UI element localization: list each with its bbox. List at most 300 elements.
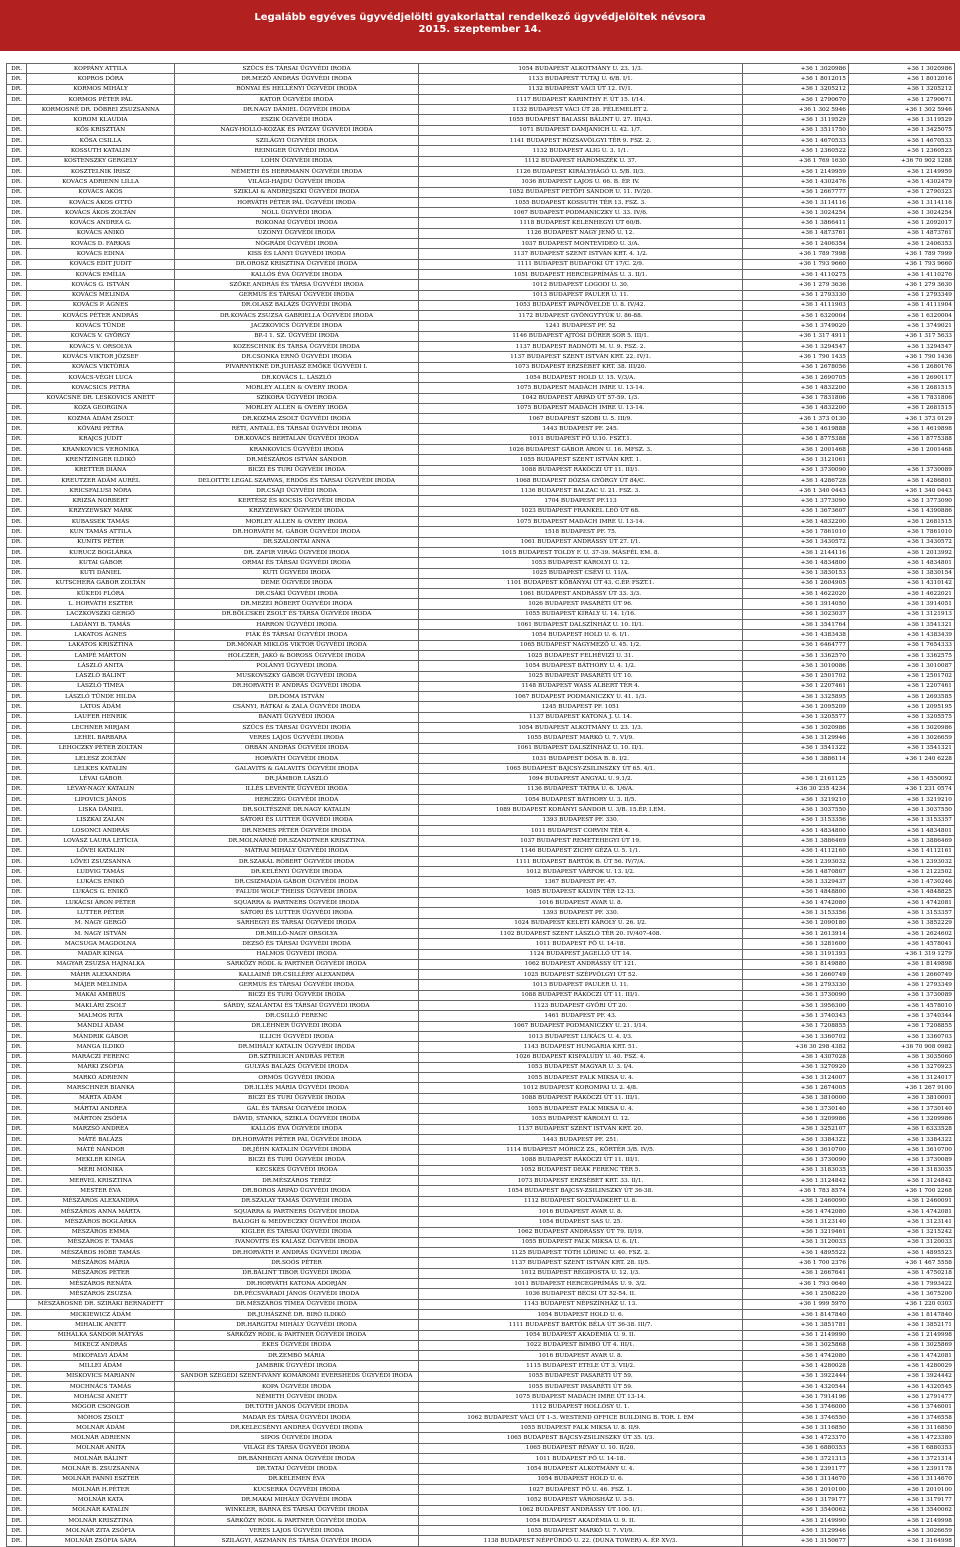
address-cell: 1062 BUDAPEST ANDRÁSSY ÚT 79. II/19. [419,1227,743,1237]
name-cell: MIHÁLKA SÁNDOR MÁTYÁS [27,1330,175,1340]
title-cell: DR. [7,383,27,393]
fax-cell: +36 1 2791477 [849,1392,955,1402]
table-row [7,64,955,74]
phone-cell: +36 1 3541322 [743,743,849,753]
phone-cell: +36 1 3123140 [743,1217,849,1227]
address-cell: 1053 BUDAPEST KÁROLYI U. 12. [419,1114,743,1124]
title-cell: DR. [7,1495,27,1505]
firm-cell: FIÁK ÉS TÁRSAI ÜGYVÉDI IRODA [175,630,419,640]
fax-cell: +36 1 3124842 [849,1176,955,1186]
title-cell: DR. [7,1021,27,1031]
firm-cell: DR.TATAI ÜGYVÉDI IRODA [175,1464,419,1474]
fax-cell: +36 1 8147840 [849,1309,955,1319]
table-row [7,764,955,774]
name-cell: MOLNÁR BÁLINT [27,1454,175,1464]
table-row [7,1340,955,1350]
name-cell: MOLNÁR KRISZTINA [27,1515,175,1525]
firm-cell: SQUARRA & PARTNERS ÜGYVÉDI IRODA [175,1206,419,1216]
table-row [7,125,955,135]
name-cell: KOVÁCS D. FARKAS [27,239,175,249]
address-cell: 1068 BUDAPEST DÓZSA GYÖRGY ÚT 84/C. [419,475,743,485]
phone-cell: +36 1 793 9660 [743,259,849,269]
table-row [7,434,955,444]
fax-cell: +36 1 3541321 [849,620,955,630]
firm-cell: DR.KOVÁCS L. LÁSZLÓ [175,372,419,382]
table-row [7,836,955,846]
name-cell: LŐVEI ZSUZSANNA [27,856,175,866]
address-cell: 1126 BUDAPEST KIRÁLYHÁGÓ U. 5/B. II/3. [419,166,743,176]
name-cell: KREUTZER ÁDÁM AURÉL [27,475,175,485]
name-cell: LŐVEI KATALIN [27,846,175,856]
address-cell: 1054 BUDAPEST ALKOTMÁNY U. 23. 1/3. [419,64,743,74]
phone-cell: +36 1 3730090 [743,1155,849,1165]
table-row [7,1217,955,1227]
table-row [7,1392,955,1402]
fax-cell: +36 1 4280029 [849,1361,955,1371]
table-row [7,1134,955,1144]
phone-cell: +36 1 2393032 [743,856,849,866]
firm-cell: KALLÓS ÉVA ÜGYVÉDI IRODA [175,1124,419,1134]
fax-cell: +36 1 2095195 [849,702,955,712]
firm-cell: NÉMETH ÉS HERRMANN ÜGYVÉDI IRODA [175,166,419,176]
name-cell: KOVÁCS ÁKOS OTTÓ [27,197,175,207]
title-cell: DR. [7,846,27,856]
phone-cell: +36 1 4383438 [743,630,849,640]
firm-cell: DR.LÉHNER ÜGYVÉDI IRODA [175,1021,419,1031]
table-row [7,630,955,640]
name-cell: LADÁNYI B. TAMÁS [27,620,175,630]
firm-cell: NAGY-HOLLÓ-KOZÁK ÉS PÁTZAY ÜGYVÉDI IRODA [175,125,419,135]
firm-cell: KIGLER ÉS TÁRSAI ÜGYVÉDI IRODA [175,1227,419,1237]
firm-cell: DR.BÁNHEGYI ANNA ÜGYVÉDI IRODA [175,1454,419,1464]
title-cell: DR. [7,1474,27,1484]
address-cell: 1012 BUDAPEST VÁRFOK U. 13. I/2. [419,867,743,877]
table-row [7,372,955,382]
name-cell: KOVÁCS-VÉGH LUCA [27,372,175,382]
title-cell: DR. [7,805,27,815]
table-row [7,352,955,362]
address-cell: 1036 BUDAPEST LAJOS U. 66. B. ÉP. IV. [419,177,743,187]
firm-cell: DR.MIHÁLY KATALIN ÜGYVÉDI IRODA [175,1042,419,1052]
phone-cell: +36 1 4619888 [743,424,849,434]
firm-cell: POLÁNYI ÜGYVÉDI IRODA [175,661,419,671]
table-row [7,1412,955,1422]
table-row [7,702,955,712]
name-cell: MIHALIK ANETT [27,1320,175,1330]
address-cell: 1054 BUDAPEST AKADÉMIA U. 9. II. [419,1515,743,1525]
table-row [7,486,955,496]
table-row [7,1176,955,1186]
firm-cell: ORBÁN ANDRÁS ÜGYVÉDI IRODA [175,743,419,753]
phone-cell: +36 1 2001468 [743,444,849,454]
phone-cell: +36 1 2508220 [743,1289,849,1299]
fax-cell: +36 1 4742081 [849,898,955,908]
name-cell: KUN TAMÁS ATTILA [27,527,175,537]
title-cell: DR. [7,1484,27,1494]
firm-cell: DR.HORVÁTH PÉTER PÁL ÜGYVÉDI IRODA [175,1134,419,1144]
fax-cell: +36 1 3721314 [849,1454,955,1464]
firm-cell: SÁRDY, SZALÁNTAI ÉS TÁRSAI ÜGYVÉDI IRODA [175,1001,419,1011]
firm-cell: SÁRHEGYI ÉS TÁRSAI ÜGYVÉDI IRODA [175,918,419,928]
phone-cell: +36 1 2793330 [743,290,849,300]
firm-cell: SIPOS ÜGYVÉDI IRODA [175,1433,419,1443]
name-cell: MÉSZÁROS PÉTER [27,1268,175,1278]
table-row [7,321,955,331]
table-row [7,877,955,887]
firm-cell: SZŰCS ÉS TÁRSAI ÜGYVÉDI IRODA [175,64,419,74]
table-row [7,74,955,84]
fax-cell: +36 1 2680176 [849,362,955,372]
name-cell: MÉSZÁROS BOGLÁRKA [27,1217,175,1227]
phone-cell: +36 1 3179177 [743,1495,849,1505]
name-cell: LÁSZLÓ TÜNDE HILDA [27,692,175,702]
title-cell: DR. [7,1268,27,1278]
phone-cell: +36 1 4112160 [743,846,849,856]
firm-cell: DR.MEZEI RÓBERT ÜGYVÉDI IRODA [175,599,419,609]
address-cell: 1023 BUDAPEST FRANKEL LEÓ ÚT 68. [419,506,743,516]
title-cell: DR. [7,681,27,691]
address-cell: 1136 BUDAPEST TÁTRA U. 6. 1/6/A. [419,784,743,794]
firm-cell: DR.BÖLCSKEI ZSOLT ÉS TÁRSA ÜGYVÉDI IRODA [175,609,419,619]
title-cell: DR. [7,444,27,454]
firm-cell: HORVÁTH PÉTER PÁL ÜGYVÉDI IRODA [175,197,419,207]
table-row [7,1474,955,1484]
title-cell: DR. [7,1042,27,1052]
phone-cell: +36 1 3191393 [743,949,849,959]
name-cell: MIKOFALVI ÁDÁM [27,1351,175,1361]
address-cell: 1067 BUDAPEST PODMANICZKY U. 41. 1/3. [419,692,743,702]
address-cell: 1143 BUDAPEST NÉPSZÍNHÁZ U. 13. [419,1299,743,1309]
firm-cell: HARRON ÜGYVÉDI IRODA [175,620,419,630]
table-body [7,64,955,1547]
fax-cell: +36 1 3164998 [849,1536,955,1546]
table-row [7,517,955,527]
firm-cell: VILÁGI ÉS TÁRSA ÜGYVÉDI IRODA [175,1443,419,1453]
name-cell: MARSCHNER BIANKA [27,1083,175,1093]
table-row [7,846,955,856]
table-row [7,898,955,908]
name-cell: MÉSZÁROS F. TAMÁS [27,1237,175,1247]
title-cell: DR. [7,1382,27,1392]
fax-cell: +36 1 319 1279 [849,949,955,959]
table-row [7,105,955,115]
address-cell: 1054 BUDAPEST ALKOTMÁNY U. 23. 1/3. [419,723,743,733]
table-row [7,825,955,835]
fax-cell: +36 1 317 5633 [849,331,955,341]
address-cell: 1061 BUDAPEST DALSZÍNHÁZ U. 10. II/1. [419,620,743,630]
name-cell: MÉSZÁROSNÉ DR. SZIRÁKI BERNADETT [27,1299,175,1309]
fax-cell: +36 1 2693585 [849,692,955,702]
name-cell: MILLEI ÁDÁM [27,1361,175,1371]
fax-cell: +36 1 3123141 [849,1217,955,1227]
fax-cell: +36 1 7208855 [849,1021,955,1031]
name-cell: KURUCZ BOGLÁRKA [27,547,175,557]
name-cell: LUDVIG TAMÁS [27,867,175,877]
title-cell: DR. [7,475,27,485]
firm-cell: PIVARNYIKNÉ DR.JUHÁSZ EMŐKE ÜGYVÉDI I. [175,362,419,372]
table-row [7,774,955,784]
firm-cell: DR. ZAFIR VIRÁG ÜGYVÉDI IRODA [175,547,419,557]
table-row [7,1299,955,1309]
title-cell: DR. [7,856,27,866]
phone-cell: +36 1 3730090 [743,990,849,1000]
fax-cell: +36 1 2122502 [849,867,955,877]
name-cell: KOPPÁNY ATTILA [27,64,175,74]
table-row [7,589,955,599]
firm-cell: ILLICH ÜGYVÉDI IRODA [175,1031,419,1041]
address-cell: 1022 BUDAPEST BIMBÓ ÚT 4. III/1. [419,1340,743,1350]
address-cell: 1132 BUDAPEST VÁCI ÚT 12. IV/1. [419,84,743,94]
fax-cell: +36 1 700 2268 [849,1186,955,1196]
table-row [7,1279,955,1289]
phone-cell: +36 1 3730140 [743,1103,849,1113]
firm-cell: NÉMETH ÜGYVÉDI IRODA [175,1392,419,1402]
phone-cell: +36 1 373 0130 [743,414,849,424]
title-cell: DR. [7,1371,27,1381]
firm-cell: KALLÓS ÉVA ÜGYVÉDI IRODA [175,269,419,279]
address-cell: 1071 BUDAPEST DAMJANICH U. 42. 1/7. [419,125,743,135]
firm-cell: HERCZEG ÜGYVÉDI IRODA [175,795,419,805]
name-cell: MÁTÉ BALÁZS [27,1134,175,1144]
address-cell: 1067 BUDAPEST PODMANICZKY U. 21. I/14. [419,1021,743,1031]
table-row [7,1145,955,1155]
fax-cell: +36 1 8149898 [849,959,955,969]
phone-cell: +36 1 2613914 [743,928,849,938]
address-cell: 1013 BUDAPEST LUKÁCS U. 4. I/3. [419,1031,743,1041]
table-row [7,1114,955,1124]
table-row [7,1382,955,1392]
fax-cell: +36 1 6320004 [849,311,955,321]
fax-cell: +36 1 3209986 [849,1114,955,1124]
name-cell: MOHÁCSI ANETT [27,1392,175,1402]
title-cell: DR. [7,537,27,547]
fax-cell: +36 1 240 6228 [849,753,955,763]
table-row [7,856,955,866]
address-cell: 1025 BUDAPEST CSÉVI U. 11/A. [419,568,743,578]
firm-cell: SÁNDOR SZEGEDI SZENT-IVÁNY KOMÁROMI EVERSHEDS ÜGYVÉDI IRODA [175,1371,419,1381]
firm-cell: MUSKOVSZKY GÁBOR ÜGYVÉDI IRODA [175,671,419,681]
fax-cell: +36 1 7654333 [849,640,955,650]
firm-cell: KALLAINÉ DR.CSILLÉRY ALEXANDRA [175,970,419,980]
title-cell: DR. [7,1248,27,1258]
table-row [7,414,955,424]
fax-cell: +36 1 4112161 [849,846,955,856]
table-row [7,228,955,238]
fax-cell: +36 1 3360703 [849,1031,955,1041]
title-cell: DR. [7,887,27,897]
table-row [7,444,955,454]
phone-cell: +36 1 6320004 [743,311,849,321]
firm-cell: SÁRKÖZY RÓDL & PARTNER ÜGYVÉDI IRODA [175,959,419,969]
firm-cell: BALOGH & MEDVECZKY ÜGYVÉDI IRODA [175,1217,419,1227]
attorney-list-table-container [6,63,954,1547]
firm-cell: DR.BÁLINT TIBOR ÜGYVÉDI IRODA [175,1268,419,1278]
title-cell: DR. [7,1083,27,1093]
title-cell: DR. [7,558,27,568]
table-row [7,300,955,310]
table-row [7,156,955,166]
fax-cell: +36 1 3114670 [849,1474,955,1484]
address-cell: 1055 BUDAPEST PASARÉTI ÚT 59. [419,1382,743,1392]
address-cell: 1012 BUDAPEST RÉGIPOSTA U. 12. I/3. [419,1268,743,1278]
table-row [7,1361,955,1371]
phone-cell: +36 1 302 5946 [743,105,849,115]
title-cell: DR. [7,156,27,166]
address-cell: 1088 BUDAPEST RÁKÓCZI ÚT 11. III/1. [419,990,743,1000]
address-cell: 1026 BUDAPEST GÁBOR ÁRON U. 16. MFSZ. 3. [419,444,743,454]
table-row [7,568,955,578]
table-row [7,1093,955,1103]
document-date: 2015. szeptember 14. [418,24,542,35]
table-row [7,939,955,949]
firm-cell: BICZI ÉS TURI ÜGYVÉDI IRODA [175,990,419,1000]
table-row [7,1423,955,1433]
name-cell: KOVÁCS EDINA [27,249,175,259]
fax-cell: +36 1 793 9660 [849,259,955,269]
phone-cell: +36 1 8012015 [743,74,849,84]
fax-cell: +36 1 8775388 [849,434,955,444]
name-cell: KOVACSICS PETRA [27,383,175,393]
fax-cell: +36 1 4723380 [849,1433,955,1443]
address-cell: 1054 BUDAPEST BÁTHORY U. 3. II/5. [419,795,743,805]
phone-cell: +36 1 8775388 [743,434,849,444]
firm-cell: JAMBRIK ÜGYVÉDI IRODA [175,1361,419,1371]
table-row [7,743,955,753]
phone-cell: +36 1 317 4911 [743,331,849,341]
title-cell: DR. [7,640,27,650]
fax-cell: +36 1 3116850 [849,1423,955,1433]
address-cell: 1052 BUDAPEST PETŐFI SÁNDOR U. 11. IV/20. [419,187,743,197]
table-row [7,681,955,691]
address-cell: 1054 BUDAPEST HOLD U. 6. I/1. [419,630,743,640]
address-cell: 1062 BUDAPEST ANDRÁSSY ÚT 100. I/1. [419,1505,743,1515]
name-cell: MOLNÁR KATALIN [27,1505,175,1515]
firm-cell: KRZYZEWSKY ÜGYVÉDI IRODA [175,506,419,516]
table-row [7,115,955,125]
address-cell: 1013 BUDAPEST PAULER U. 11. [419,290,743,300]
firm-cell: DR.JÁMBOR LÁSZLÓ [175,774,419,784]
address-cell: 1061 BUDAPEST ANDRÁSSY ÚT 27. I/1. [419,537,743,547]
name-cell: KOVÁCS VIKTÓRIA [27,362,175,372]
name-cell: KRZYZEWSKY MÁRK [27,506,175,516]
phone-cell: +36 1 3025868 [743,1340,849,1350]
address-cell: 1085 BUDAPEST KÁLVIN TÉR 12-13. [419,887,743,897]
name-cell: KOVÁCS ÁKOS [27,187,175,197]
phone-cell: +36 1 3325895 [743,692,849,702]
phone-cell: +36 1 8149880 [743,959,849,969]
firm-cell: DR.OLASZ BALÁZS ÜGYVÉDI IRODA [175,300,419,310]
title-cell: DR. [7,465,27,475]
phone-cell: +36 1 3116850 [743,1423,849,1433]
table-row [7,805,955,815]
firm-cell: DÁVID, STANKA, SZIKLA ÜGYVÉDI IRODA [175,1114,419,1124]
address-cell: 1133 BUDAPEST TUTAJ U. 6/B. I/1. [419,74,743,84]
firm-cell: DR.SZAKÁL RÓBERT ÜGYVÉDI IRODA [175,856,419,866]
name-cell: LISKA DÁNIEL [27,805,175,815]
name-cell: MÁRTON ZSÓFIA [27,1114,175,1124]
name-cell: KOVÁCS VIKTOR JÓZSEF [27,352,175,362]
fax-cell: +36 1 4578010 [849,1001,955,1011]
fax-cell: +36 1 231 0574 [849,784,955,794]
phone-cell: +36 1 700 2376 [743,1258,849,1268]
table-row [7,1464,955,1474]
address-cell: 1102 BUDAPEST SZENT LÁSZLÓ TÉR 20. IV/407-408. [419,928,743,938]
firm-cell: GULYÁS BALÁZS ÜGYVÉDI IRODA [175,1062,419,1072]
title-cell: DR. [7,177,27,187]
address-cell: 1036 BUDAPEST BÉCSI ÚT 52-54. II. [419,1289,743,1299]
title-cell: DR. [7,928,27,938]
name-cell: KOZA GEORGINA [27,403,175,413]
table-row [7,84,955,94]
fax-cell: +36 1 3773090 [849,496,955,506]
title-cell: DR. [7,84,27,94]
firm-cell: KERTÉSZ ÉS KOCSIS ÜGYVÉDI IRODA [175,496,419,506]
phone-cell: +36 1 2793330 [743,980,849,990]
fax-cell: +36 1 2460091 [849,1196,955,1206]
address-cell: 1075 BUDAPEST MADÁCH IMRE U. 13-14. [419,403,743,413]
address-cell: 1111 BUDAPEST BUDAFOKI ÚT 17/C. 2/9. [419,259,743,269]
firm-cell: DR.KOZMA ZSOLT ÜGYVÉDI IRODA [175,414,419,424]
firm-cell: DR.KELEMEN ÉVA [175,1474,419,1484]
address-cell: 1052 BUDAPEST VÁROSHÁZ U. 3-5. [419,1495,743,1505]
name-cell: MEKLER KINGA [27,1155,175,1165]
table-row [7,393,955,403]
address-cell: 1062 BUDAPEST ANDRÁSSY ÚT 121. [419,959,743,969]
phone-cell: +36 1 340 0443 [743,486,849,496]
phone-cell: +36 1 4723370 [743,1433,849,1443]
phone-cell: +36 1 4873761 [743,228,849,238]
fax-cell: +36 1 4750218 [849,1268,955,1278]
name-cell: KRENTZINGER ILDIKÓ [27,455,175,465]
address-cell: 1025 BUDAPEST PASARÉTI ÚT 10. [419,671,743,681]
firm-cell: BICZI ÉS TURI ÜGYVÉDI IRODA [175,465,419,475]
title-cell: DR. [7,825,27,835]
address-cell: 1055 BUDAPEST PASARÉTI ÚT 59. [419,1371,743,1381]
address-cell: 1065 BUDAPEST NAGYMEZŐ U. 45. 1/2. [419,640,743,650]
firm-cell: DR.HORVÁTH P. ANDRÁS ÜGYVÉDI IRODA [175,681,419,691]
table-row [7,455,955,465]
phone-cell [743,764,849,774]
address-cell: 1143 BUDAPEST HUNGÁRIA KRT. 51. [419,1042,743,1052]
fax-cell: +36 1 7993422 [849,1279,955,1289]
address-cell: 1011 BUDAPEST FŐ U. 14-18. [419,1454,743,1464]
name-cell: KUBASSEK TAMÁS [27,517,175,527]
firm-cell: KUTI ÜGYVÉDI IRODA [175,568,419,578]
fax-cell: +36 1 3010087 [849,661,955,671]
firm-cell: KATOR ÜGYVÉDI IRODA [175,94,419,104]
firm-cell: SZIKORA ÜGYVÉDI IRODA [175,393,419,403]
firm-cell: DR.JÉHN KATALIN ÜGYVÉDI IRODA [175,1145,419,1155]
title-cell: DR. [7,331,27,341]
phone-cell: +36 1 3020986 [743,723,849,733]
phone-cell: +36 1 4280028 [743,1361,849,1371]
name-cell: MOLNÁR FANNI ESZTER [27,1474,175,1484]
phone-cell: +36 1 3209986 [743,1114,849,1124]
table-row [7,949,955,959]
address-cell: 1012 BUDAPEST KOROMPAI U. 2. 4/8. [419,1083,743,1093]
address-cell: 1367 BUDAPEST PF. 47. [419,877,743,887]
phone-cell: +36 1 3219210 [743,795,849,805]
address-cell: 1055 BUDAPEST FALK MIKSA U. 8. II/9. [419,1423,743,1433]
fax-cell: +36 1 2660749 [849,970,955,980]
address-cell: 1031 BUDAPEST DÓSA B. 8. I/2. [419,753,743,763]
address-cell: 1132 BUDAPEST VÁCI ÚT 28. FÉLEMELET 2. [419,105,743,115]
fax-cell: +36 1 2790323 [849,187,955,197]
title-cell: DR. [7,1124,27,1134]
name-cell: LELESZ ZOLTÁN [27,753,175,763]
fax-cell: +36 1 4848825 [849,887,955,897]
title-cell: DR. [7,1145,27,1155]
